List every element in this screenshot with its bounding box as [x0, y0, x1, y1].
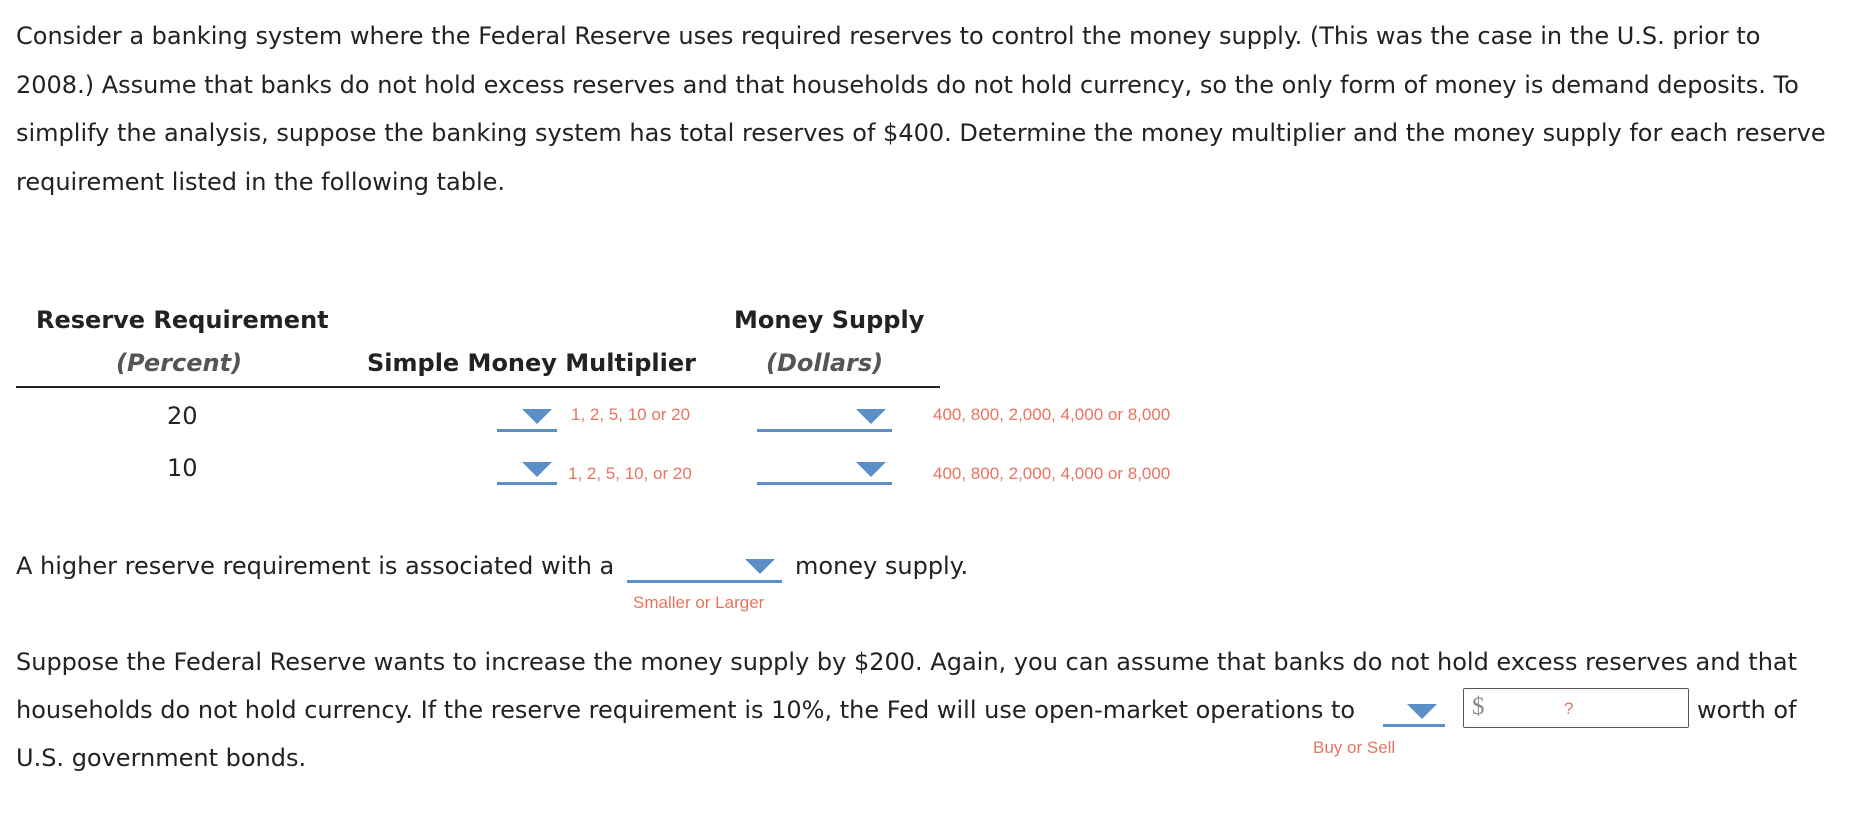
money-supply-unit: (Dollars)	[766, 349, 884, 377]
supply-dropdown-row1[interactable]	[757, 429, 892, 432]
q2-text-after: money supply.	[795, 552, 969, 580]
dollar-sign: $	[1472, 693, 1485, 720]
chevron-down-icon[interactable]	[522, 409, 552, 424]
reserve-cell-row1: 20	[167, 402, 198, 430]
bond-amount-input[interactable]	[1463, 688, 1689, 728]
reserve-requirement-header: Reserve Requirement	[36, 306, 329, 334]
supply-hint-row2: 400, 800, 2,000, 4,000 or 8,000	[933, 464, 1171, 483]
amount-placeholder: ?	[1564, 699, 1574, 718]
chevron-down-icon[interactable]	[856, 462, 886, 477]
multiplier-hint-row2: 1, 2, 5, 10, or 20	[568, 464, 692, 483]
table-header-rule	[16, 386, 940, 388]
q2-hint: Smaller or Larger	[633, 593, 765, 612]
supply-dropdown-row2[interactable]	[757, 482, 892, 485]
supply-hint-row1: 400, 800, 2,000, 4,000 or 8,000	[933, 405, 1171, 424]
chevron-down-icon[interactable]	[1407, 704, 1437, 719]
multiplier-hint-row1: 1, 2, 5, 10 or 20	[571, 405, 691, 424]
reserve-requirement-unit: (Percent)	[116, 349, 243, 377]
reserve-cell-row2: 10	[167, 454, 198, 482]
question-intro: Consider a banking system where the Federal Reserve uses required reserves to control the money supply. (This was the case in the U.S. prior to 2008.) Assume that banks do not hold excess reserves and that households do not hold currency, so the only form of money is demand deposits. To simplify the analysis, suppose the banking system has total reserves of $400. Determine the money multiplier and the money supply for each reserve requirement listed in the following table.	[16, 22, 1826, 196]
multiplier-dropdown-row1[interactable]	[497, 429, 557, 432]
chevron-down-icon[interactable]	[745, 559, 775, 574]
q3-dropdown-hint: Buy or Sell	[1313, 738, 1396, 757]
q3-line1: Suppose the Federal Reserve wants to increase the money supply by $200. Again, you can assume that banks do not hold excess reserves and that	[16, 648, 1798, 676]
buy-sell-dropdown[interactable]	[1383, 724, 1445, 727]
chevron-down-icon[interactable]	[856, 409, 886, 424]
multiplier-dropdown-row2[interactable]	[497, 482, 557, 485]
money-supply-size-dropdown[interactable]	[627, 580, 782, 583]
money-multiplier-header: Simple Money Multiplier	[367, 349, 696, 377]
q3-line2-before: households do not hold currency. If the reserve requirement is 10%, the Fed will use open-market operations to	[16, 696, 1356, 724]
money-supply-header: Money Supply	[734, 306, 925, 334]
q3-line3: U.S. government bonds.	[16, 744, 307, 772]
q2-text-before: A higher reserve requirement is associated with a	[16, 552, 615, 580]
chevron-down-icon[interactable]	[522, 462, 552, 477]
q3-line2-after: worth of	[1697, 696, 1797, 724]
